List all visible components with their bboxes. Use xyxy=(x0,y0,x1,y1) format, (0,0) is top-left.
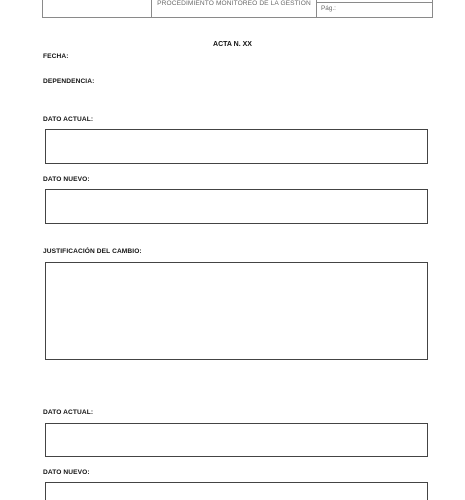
justificacion-label: JUSTIFICACIÓN DEL CAMBIO: xyxy=(43,248,142,255)
dato-actual-field[interactable] xyxy=(45,129,428,164)
dato-nuevo-label: DATO NUEVO: xyxy=(43,176,90,183)
page-label: Pág.: xyxy=(321,5,336,12)
fecha-label: FECHA: xyxy=(43,53,69,60)
dato-actual-label: DATO ACTUAL: xyxy=(43,116,94,123)
document-header xyxy=(42,0,433,18)
dato-nuevo-label-2: DATO NUEVO: xyxy=(43,469,90,476)
justificacion-field[interactable] xyxy=(45,262,428,360)
dato-actual-field-2[interactable] xyxy=(45,423,428,457)
logo-cell xyxy=(43,0,152,17)
document-title: ACTA N. XX xyxy=(213,41,252,48)
header-top-row xyxy=(317,0,432,3)
procedure-title: PROCEDIMIENTO MONITOREO DE LA GESTIÓN xyxy=(152,0,317,17)
dato-nuevo-field-2[interactable] xyxy=(45,482,428,500)
dato-actual-label-2: DATO ACTUAL: xyxy=(43,409,94,416)
dependencia-label: DEPENDENCIA: xyxy=(43,78,95,85)
page-number-cell xyxy=(317,0,432,17)
dato-nuevo-field[interactable] xyxy=(45,189,428,224)
